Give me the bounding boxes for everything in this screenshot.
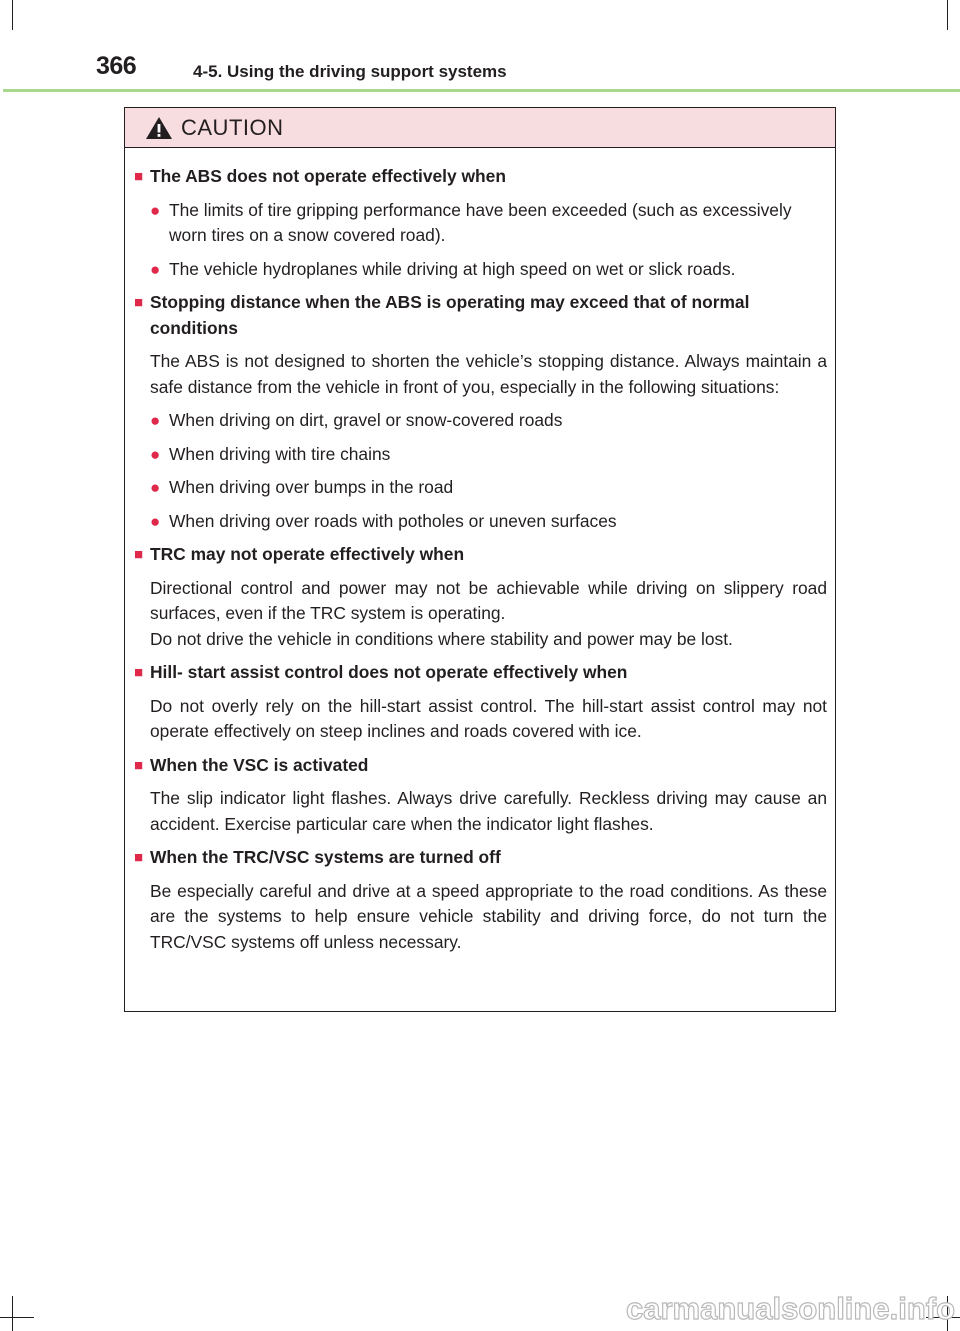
square-bullet-icon: ■ (134, 756, 144, 774)
section-paragraph: Be especially careful and drive at a speed appropriate to the road conditions. As these are the systems to help ensure vehicle stability and driving force, do not turn the TRC/VSC systems off unless necessary. (150, 880, 827, 952)
caution-header (125, 108, 835, 148)
section-heading: ■ Hill- start assist control does not operate effectively when (134, 660, 827, 686)
circle-bullet-icon: ● (150, 259, 161, 279)
square-bullet-icon: ■ (134, 664, 144, 681)
circle-bullet-icon: ● (150, 478, 161, 497)
list-item: ● When driving over bumps in the road (134, 475, 827, 501)
caution-box (124, 107, 836, 1012)
caution-label: CAUTION (181, 114, 284, 140)
list-item: ● When driving on dirt, gravel or snow-covered roads (134, 408, 827, 434)
list-item: ● The vehicle hydroplanes while driving at high speed on wet or slick roads. (134, 257, 827, 283)
crop-mark (0, 1317, 34, 1318)
section-paragraph: The ABS is not designed to shorten the vehicle’s stopping distance. Always maintain a safe distance from the vehicle in front of you, especially in the following situations: (150, 351, 827, 397)
warning-triangle-icon (145, 116, 173, 140)
circle-bullet-icon: ● (150, 200, 161, 220)
circle-bullet-icon: ● (150, 444, 161, 464)
caution-body (125, 148, 835, 955)
list-item: ● When driving with tire chains (134, 442, 827, 468)
watermark-text: carmanualsonline.info (626, 1291, 956, 1326)
circle-bullet-icon: ● (150, 511, 161, 531)
section-heading: ■ The ABS does not operate effectively when (134, 164, 827, 190)
crop-mark (12, 0, 13, 30)
page-number: 366 (96, 52, 137, 80)
square-bullet-icon: ■ (134, 546, 144, 563)
crop-mark (12, 1296, 13, 1331)
list-item: ● When driving over roads with potholes or uneven surfaces (134, 509, 827, 535)
section-heading: ■ TRC may not operate effectively when (134, 542, 827, 568)
square-bullet-icon: ■ (134, 168, 144, 185)
square-bullet-icon: ■ (134, 849, 144, 866)
crop-mark (947, 0, 948, 30)
section-heading: ■ When the TRC/VSC systems are turned off (134, 845, 827, 871)
square-bullet-icon: ■ (134, 294, 144, 311)
circle-bullet-icon: ● (150, 411, 161, 430)
list-item: ● The limits of tire gripping performance have been exceeded (such as excessively worn tires on a snow covered road). (134, 198, 827, 249)
section-heading: ■ When the VSC is activated (134, 753, 827, 779)
section-paragraph: Do not overly rely on the hill-start assist control. The hill-start assist control may not operate effectively on steep inclines and roads covered with ice. (150, 695, 827, 741)
section-paragraph: The slip indicator light flashes. Always drive carefully. Reckless driving may cause an accident. Exercise particular care when the indicator light flashes. (150, 788, 827, 834)
watermark (626, 1290, 956, 1330)
section-title: 4-5. Using the driving support systems (193, 62, 507, 81)
header-rule (3, 89, 960, 92)
section-paragraph: Directional control and power may not be achievable while driving on slippery road surfaces, even if the TRC system is operating. Do not drive the vehicle in conditions where stability and power may be lost. (150, 577, 827, 649)
section-heading: ■ Stopping distance when the ABS is operating may exceed that of normal conditions (134, 290, 827, 341)
